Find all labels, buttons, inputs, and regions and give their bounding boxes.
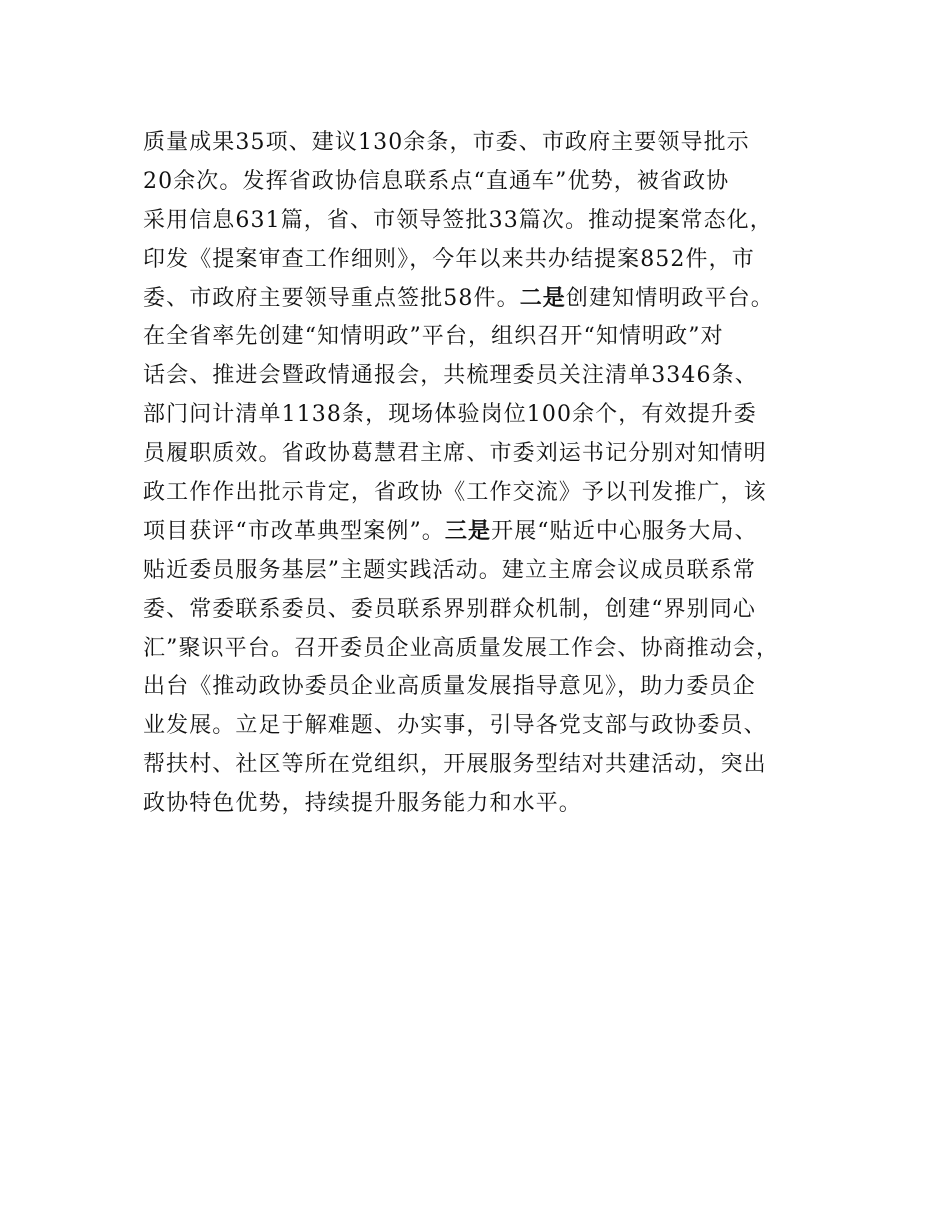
section-marker-two: 二是	[519, 285, 566, 311]
text-line: 政工作作出批示肯定，省政协《工作交流》予以刊发推广，该	[143, 480, 767, 506]
text-line	[143, 280, 833, 319]
body-paragraph	[143, 124, 833, 824]
text-run: 委、市政府主要领导重点签批58件。	[143, 285, 520, 311]
text-line	[143, 513, 833, 552]
text-line: 出台《推动政协委员企业高质量发展指导意见》，助力委员企	[143, 674, 756, 700]
text-line: 质量成果35项、建议130余条，市委、市政府主要领导批示	[143, 130, 750, 155]
text-line: 委、常委联系委员、委员联系界别群众机制，创建“界别同心	[143, 596, 756, 622]
text-line: 政协特色优势，持续提升服务能力和水平。	[143, 791, 582, 817]
text-line: 业发展。立足于解难题、办实事，引导各党支部与政协委员、	[143, 713, 767, 739]
section-marker-three: 三是	[444, 518, 492, 544]
text-line: 在全省率先创建“知情明政”平台，组织召开“知情明政”对	[143, 324, 724, 350]
text-line: 汇”聚识平台。召开委员企业高质量发展工作会、协商推动会，	[143, 635, 780, 661]
text-line: 贴近委员服务基层”主题实践活动。建立主席会议成员联系常	[143, 557, 756, 583]
text-line: 印发《提案审查工作细则》，今年以来共办结提案852件，市	[143, 246, 755, 272]
text-line: 话会、推进会暨政情通报会，共梳理委员关注清单3346条、	[143, 363, 758, 389]
text-line: 员履职质效。省政协葛慧君主席、市委刘运书记分别对知情明	[143, 441, 767, 467]
text-run: 项目获评“市改革典型案例”。	[143, 518, 445, 544]
text-line: 帮扶村、社区等所在党组织，开展服务型结对共建活动，突出	[143, 752, 767, 778]
text-line: 20余次。发挥省政协信息联系点“直通车”优势，被省政协	[143, 168, 730, 194]
text-run: 开展“贴近中心服务大局、	[491, 518, 758, 544]
text-run: 创建知情明政平台。	[565, 285, 774, 311]
text-line: 部门问计清单1138条，现场体验岗位100余个，有效提升委	[143, 402, 757, 428]
text-line: 采用信息631篇，省、市领导签批33篇次。推动提案常态化，	[143, 207, 773, 233]
